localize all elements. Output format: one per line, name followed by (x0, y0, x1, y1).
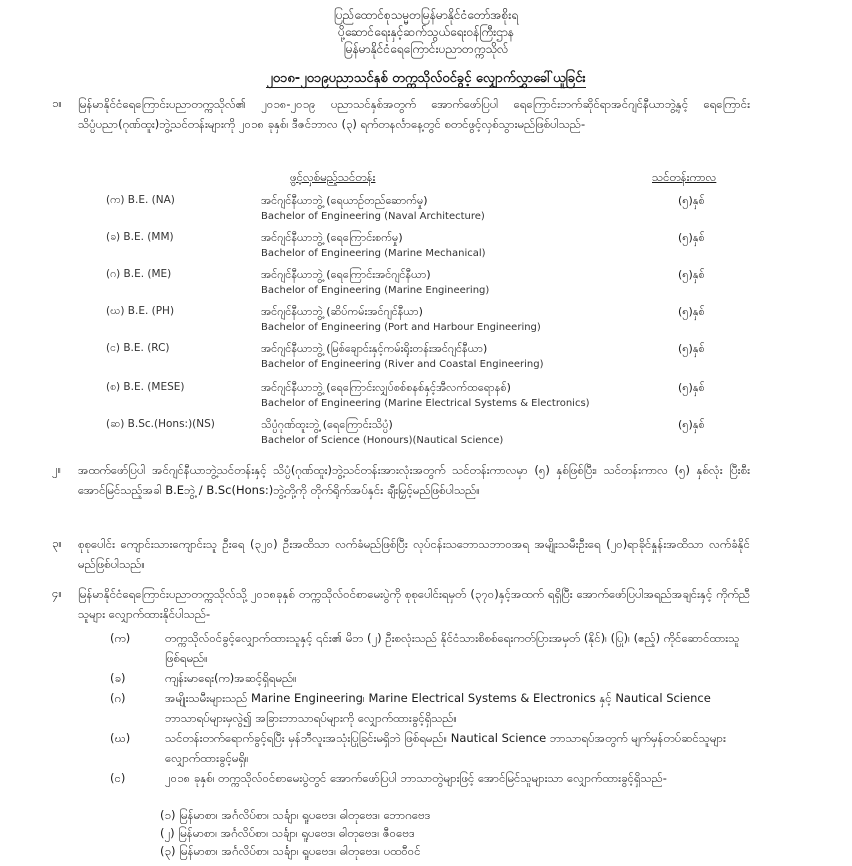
program-name-myanmar: အင်ဂျင်နီယာဘွဲ့ (ရေကြောင်းလျှပ်စစ်စနစ်နှင့်အီလက်ထရောနစ်) (261, 381, 511, 394)
criteria-label: (ဂ) (110, 691, 126, 705)
program-name-english: Bachelor of Engineering (River and Coastal Engineering) (261, 359, 544, 370)
header-line-ministry: ပို့ဆောင်ရေးနှင့်ဆက်သွယ်ရေးဝန်ကြီးဌာန (338, 25, 514, 39)
program-code: (ဆ) B.Sc.(Hons:)(NS) (106, 418, 215, 430)
program-duration: (၅)နှစ် (678, 305, 705, 318)
header-line-government: ပြည်ထောင်စုသမ္မတမြန်မာနိုင်ငံတော်အစိုးရ (333, 8, 519, 22)
column-header-course: ဖွင့်လှစ်မည့်သင်တန်း (290, 170, 376, 184)
criteria-item (110, 688, 750, 728)
program-row (0, 231, 852, 267)
criteria-item (110, 728, 750, 768)
program-name-myanmar: အင်ဂျင်နီယာဘွဲ့ (ဆိပ်ကမ်းအင်ဂျင်နီယာ) (261, 305, 423, 318)
program-duration: (၅)နှစ် (678, 268, 705, 281)
column-header-duration: သင်တန်းကာလ (652, 170, 717, 184)
para-3-text: စုစုပေါင်း ကျောင်းသားကျောင်းသူ ဦးရေ (၃၂၀) ဦးအထိသာ လက်ခံမည်ဖြစ်ပြီး လုပ်ငန်းသဘောသဘာဝအရ အမျိုးသမီးဦးရေ (၂၀)ရာခိုင်နှုန်းအထိသာ လက်ခံနိုင်မည်ဖြစ်ပါသည်။ (78, 537, 750, 571)
criteria-label: (က) (110, 631, 131, 645)
program-duration: (၅)နှစ် (678, 342, 705, 355)
program-row (0, 342, 852, 378)
criteria-text: ၂၀၁၈ ခုနှစ်၊ တက္ကသိုလ်ဝင်စာမေးပွဲတွင် အောက်ဖော်ပြပါ ဘာသာတွဲများဖြင့် အောင်မြင်သူများသာ လျှောက်ထားခွင့်ရှိသည်- (165, 771, 667, 785)
para-3-number: ၃။ (52, 536, 62, 550)
para-1-number: ၁။ (52, 96, 62, 110)
criteria-item (110, 668, 750, 688)
criteria-label: (ခ) (110, 671, 126, 685)
program-name-english: Bachelor of Engineering (Marine Engineering) (261, 285, 490, 296)
para-4-text: မြန်မာနိုင်ငံရေကြောင်းပညာတက္ကသိုလ်သို့ ၂၀၁၈ခုနှစ် တက္ကသိုလ်ဝင်စာမေးပွဲကို စုစုပေါင်းရမှတ် (၃၇၀)နှင့်အထက် ရရှိပြီး အောက်ဖော်ပြပါအရည်အချင်းနှင့် ကိုက်ညီသူများ လျှောက်ထားနိုင်ပါသည်- (78, 587, 750, 621)
program-name-myanmar: အင်ဂျင်နီယာဘွဲ့ (ရေကြောင်းအင်ဂျင်နီယာ) (261, 268, 431, 281)
program-row (0, 381, 852, 417)
criteria-item (110, 768, 750, 808)
program-name-english: Bachelor of Science (Honours)(Nautical Science) (261, 435, 504, 446)
para-2-number: ၂။ (52, 462, 62, 476)
criteria-label: (င) (110, 771, 126, 785)
program-row (0, 268, 852, 304)
program-duration: (၅)နှစ် (678, 381, 705, 394)
program-name-english: Bachelor of Engineering (Naval Architecture) (261, 211, 485, 222)
program-code: (ဂ) B.E. (ME) (106, 268, 172, 280)
criteria-text: အမျိုးသမီးများသည် Marine Engineering၊ Marine Electrical Systems & Electronics နှင့် Nautical Science ဘာသာရပ်များမှလွဲ၍ အခြားဘာသာရပ်များကို လျှောက်ထားခွင့်ရှိသည်။ (165, 691, 711, 725)
program-code: (င) B.E. (RC) (106, 342, 170, 354)
para-1-text: မြန်မာနိုင်ငံရေကြောင်းပညာတက္ကသိုလ်၏ ၂၀၁၈-၂၀၁၉ ပညာသင်နှစ်အတွက် အောက်ဖော်ပြပါ ရေကြောင်းဘက်ဆိုင်ရာအင်ဂျင်နီယာဘွဲ့နှင့် ရေကြောင်းသိပ္ပံပညာ(ဂုဏ်ထူး)ဘွဲ့သင်တန်းများကို ၂၀၁၈ ခုနှစ်၊ ဒီဇင်ဘာလ (၃) ရက်တနင်္လာနေ့တွင် စတင်ဖွင့်လှစ်သွားမည်ဖြစ်ပါသည်- (78, 97, 750, 131)
program-name-myanmar: သိပ္ပံဂုဏ်ထူးဘွဲ့ (ရေကြောင်းသိပ္ပံ) (261, 418, 393, 431)
subject-combination: (၃) မြန်မာစာ၊ အင်္ဂလိပ်စာ၊ သင်္ချာ၊ ရူပဗေဒ၊ ဓါတုဗေဒ၊ ပထဝီဝင် (160, 844, 421, 858)
criteria-text: သင်တန်းတက်ရောက်ခွင့်ရပြီး မှန်ဘီလူးအသုံးပြုခြင်းမရှိဘဲ ဖြစ်ရမည်။ Nautical Science ဘာသာရပ်အတွက် မျက်မှန်တပ်ဆင်သူများ လျှောက်ထားခွင့်မရှိ။ (165, 731, 726, 765)
document-title: ၂၀၁၈-၂၀၁၉ပညာသင်နှစ် တက္ကသိုလ်ဝင်ခွင့် လျှောက်လွှာခေါ်ယူခြင်း (266, 71, 586, 86)
program-row (0, 418, 852, 454)
criteria-label: (ဃ) (110, 731, 131, 745)
program-code: (ခ) B.E. (MM) (106, 231, 174, 243)
subject-combination: (၂) မြန်မာစာ၊ အင်္ဂလိပ်စာ၊ သင်္ချာ၊ ရူပဗေဒ၊ ဓါတုဗေဒ၊ ဇီဝဗေဒ (160, 826, 415, 840)
program-duration: (၅)နှစ် (678, 231, 705, 244)
program-name-myanmar: အင်ဂျင်နီယာဘွဲ့ (ရေယာဉ်တည်ဆောက်မှု) (261, 194, 428, 207)
program-duration: (၅)နှစ် (678, 194, 705, 207)
program-name-english: Bachelor of Engineering (Marine Mechanical) (261, 248, 486, 259)
program-name-myanmar: အင်ဂျင်နီယာဘွဲ့ (မြစ်ချောင်းနှင့်ကမ်းရိုးတန်းအင်ဂျင်နီယာ) (261, 342, 488, 355)
para-2-text: အထက်ဖော်ပြပါ အင်ဂျင်နီယာဘွဲ့သင်တန်းနှင့် သိပ္ပံ(ဂုဏ်ထူး)ဘွဲ့သင်တန်းအားလုံးအတွက် သင်တန်းကာလမှာ (၅) နှစ်ဖြစ်ပြီး၊ သင်တန်းကာလ (၅) နှစ်လုံး ပြီးစီးအောင်မြင်သည့်အခါ B.Eဘွဲ့ / B.Sc(Hons:)ဘွဲ့တို့ကို တိုက်ရိုက်အပ်နှင်း ချီးမြှင့်မည်ဖြစ်ပါသည်။ (78, 463, 750, 497)
program-code: (က) B.E. (NA) (106, 194, 175, 206)
subject-combination: (၁) မြန်မာစာ၊ အင်္ဂလိပ်စာ၊ သင်္ချာ၊ ရူပဗေဒ၊ ဓါတုဗေဒ၊ ဘောဂဗေဒ (160, 808, 431, 822)
para-4-number: ၄။ (52, 586, 62, 600)
program-name-myanmar: အင်ဂျင်နီယာဘွဲ့ (ရေကြောင်းစက်မှု) (261, 231, 403, 244)
program-code: (ဃ) B.E. (PH) (106, 305, 175, 317)
program-duration: (၅)နှစ် (678, 418, 705, 431)
criteria-text: ကျန်းမာရေး(က)အဆင့်ရှိရမည်။ (165, 671, 297, 685)
program-row (0, 305, 852, 341)
program-name-english: Bachelor of Engineering (Port and Harbour Engineering) (261, 322, 541, 333)
program-row (0, 194, 852, 230)
header-line-university: မြန်မာနိုင်ငံရေကြောင်းပညာတက္ကသိုလ် (343, 42, 509, 56)
program-name-english: Bachelor of Engineering (Marine Electrical Systems & Electronics) (261, 398, 590, 409)
criteria-item (110, 628, 750, 668)
program-code: (စ) B.E. (MESE) (106, 381, 185, 393)
criteria-text: တက္ကသိုလ်ဝင်ခွင့်လျှောက်ထားသူနှင့် ၎င်း၏ မိဘ (၂) ဦးစလုံးသည် နိုင်ငံသားစိစစ်ရေးကတ်ပြားအမှတ် (နိုင်)၊ (ပြု)၊ (ဧည့်) ကိုင်ဆောင်ထားသူဖြစ်ရမည်။ (165, 631, 740, 665)
